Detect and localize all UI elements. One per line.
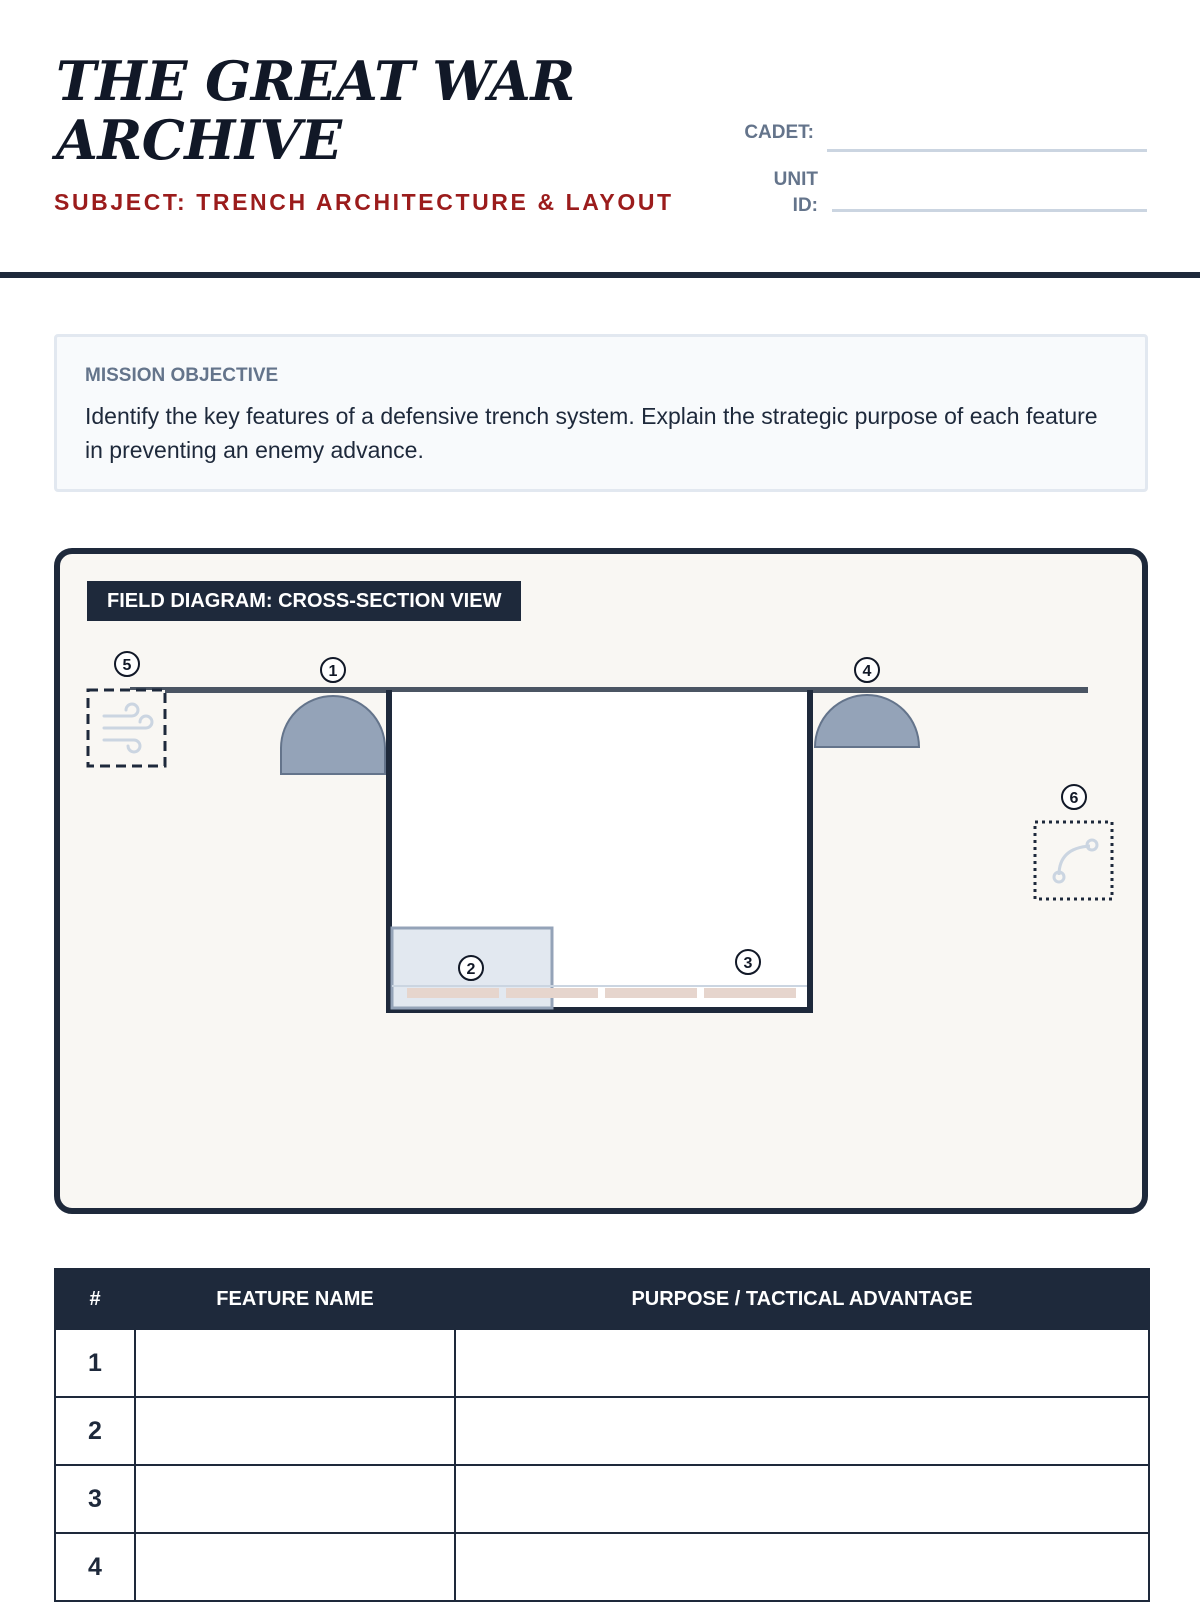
diagram-title: FIELD DIAGRAM: CROSS-SECTION VIEW bbox=[87, 581, 521, 621]
marker-3 bbox=[736, 950, 760, 974]
col-header-number: # bbox=[55, 1269, 135, 1329]
col-header-feature-name: FEATURE NAME bbox=[135, 1269, 455, 1329]
feature-name-cell[interactable] bbox=[135, 1397, 455, 1465]
feature-6-box bbox=[1035, 822, 1112, 899]
answer-table bbox=[54, 1268, 1150, 1602]
cadet-label: CADET: bbox=[744, 122, 814, 143]
duckboard-plank bbox=[605, 988, 697, 998]
worksheet-title: THE GREAT WAR ARCHIVE bbox=[56, 49, 575, 172]
table-row bbox=[55, 1329, 1149, 1397]
table-row bbox=[55, 1397, 1149, 1465]
svg-text:1: 1 bbox=[328, 663, 338, 680]
table-row bbox=[55, 1533, 1149, 1601]
marker-4 bbox=[855, 658, 879, 682]
parapet-mound bbox=[281, 696, 385, 774]
svg-text:2: 2 bbox=[466, 961, 476, 978]
purpose-cell[interactable] bbox=[455, 1329, 1149, 1397]
table-row bbox=[55, 1465, 1149, 1533]
feature-name-cell[interactable] bbox=[135, 1465, 455, 1533]
purpose-cell[interactable] bbox=[455, 1397, 1149, 1465]
purpose-cell[interactable] bbox=[455, 1465, 1149, 1533]
svg-text:4: 4 bbox=[862, 663, 872, 680]
table-header-row bbox=[55, 1269, 1149, 1329]
row-number: 4 bbox=[55, 1533, 135, 1601]
col-header-purpose: PURPOSE / TACTICAL ADVANTAGE bbox=[455, 1269, 1149, 1329]
row-number: 1 bbox=[55, 1329, 135, 1397]
svg-text:6: 6 bbox=[1069, 790, 1079, 807]
row-number: 3 bbox=[55, 1465, 135, 1533]
marker-1 bbox=[321, 658, 345, 682]
purpose-cell[interactable] bbox=[455, 1533, 1149, 1601]
unit-label-line1: UNIT bbox=[773, 169, 818, 190]
objective-text: Identify the key features of a defensive trench system. Explain the strategic purpose of each feature in preventing an enemy advance. bbox=[85, 403, 1098, 463]
objective-label: MISSION OBJECTIVE bbox=[85, 365, 279, 386]
svg-text:5: 5 bbox=[122, 657, 132, 674]
duckboard-plank bbox=[407, 988, 499, 998]
feature-name-cell[interactable] bbox=[135, 1329, 455, 1397]
duckboard-plank bbox=[506, 988, 598, 998]
row-number: 2 bbox=[55, 1397, 135, 1465]
subject-line: SUBJECT: TRENCH ARCHITECTURE & LAYOUT bbox=[54, 189, 674, 215]
marker-6 bbox=[1062, 785, 1086, 809]
feature-name-cell[interactable] bbox=[135, 1533, 455, 1601]
marker-5 bbox=[115, 652, 139, 676]
parados-mound bbox=[815, 695, 919, 747]
marker-2 bbox=[459, 956, 483, 980]
unit-label-line2: ID: bbox=[792, 195, 818, 216]
duckboard-plank bbox=[704, 988, 796, 998]
svg-text:3: 3 bbox=[743, 955, 753, 972]
